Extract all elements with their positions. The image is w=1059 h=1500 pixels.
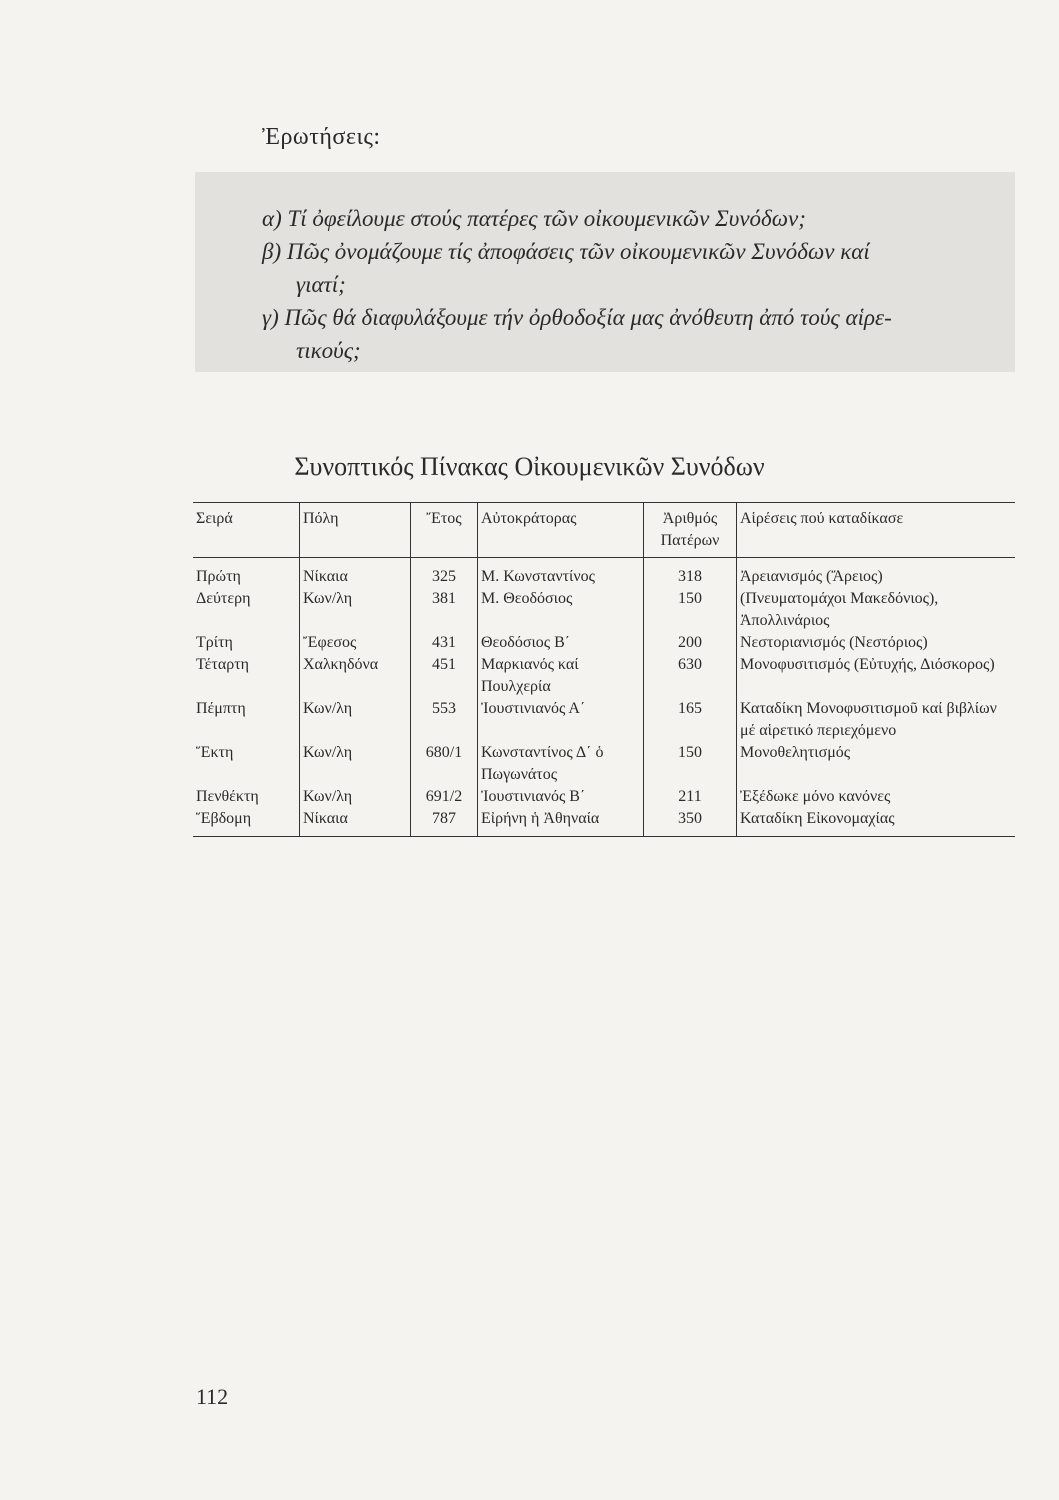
cell-fathers: 350 [644,808,737,837]
question-letter: γ) [262,305,279,330]
cell-fathers: 165 [644,698,737,742]
header-order: Σειρά [196,510,233,527]
question-letter: β) [262,239,282,264]
question-text-continued: τικούς; [296,338,361,363]
cell-heresies: Ἀρειανισμός (Ἄρειος) [737,558,1016,589]
question-a [262,202,1002,235]
cell-heresies: Καταδίκη Εἰκονομαχίας [737,808,1016,837]
cell-emperor: Θεοδόσιος Β΄ [478,632,644,654]
page-number: 112 [196,1384,229,1409]
cell-year: 431 [411,632,478,654]
cell-order: Ἕβδομη [196,810,252,827]
cell-year: 451 [411,654,478,698]
cell-city: Νίκαια [300,808,411,837]
header-year: Ἔτος [411,503,478,558]
table-row [193,786,1015,808]
cell-year: 381 [411,588,478,632]
cell-order: Τρίτη [196,634,233,651]
header-fathers: Ἀριθμός Πατέρων [644,503,737,558]
header-emperor: Αὐτοκράτορας [478,503,644,558]
cell-emperor: Μαρκιανός καί Πουλχερία [478,654,644,698]
cell-emperor: Ἰουστινιανός Α΄ [478,698,644,742]
cell-year: 787 [411,808,478,837]
cell-fathers: 211 [644,786,737,808]
cell-order: Πρώτη [196,568,241,585]
cell-order: Δεύτερη [196,590,251,607]
questions-list [262,202,1002,367]
cell-city: Νίκαια [300,558,411,589]
table-row [193,632,1015,654]
table-row [193,558,1015,589]
councils-table [193,502,1015,837]
cell-year: 680/1 [411,742,478,786]
cell-heresies: Ἐξέδωκε μόνο κανόνες [737,786,1016,808]
cell-order: Πέμπτη [196,700,246,717]
cell-order: Πενθέκτη [196,788,259,805]
header-heresies: Αἱρέσεις πού καταδίκασε [737,503,1016,558]
table-row [193,808,1015,837]
question-c [262,301,1002,367]
cell-year: 691/2 [411,786,478,808]
cell-heresies: (Πνευματομάχοι Μακεδόνιος), Ἀπολλινάριος [737,588,1016,632]
table-row [193,742,1015,786]
cell-city: Κων/λη [300,588,411,632]
question-text: Πῶς ὀνομάζουμε τίς ἀποφάσεις τῶν οἰκουμενικῶν Συνόδων καί [286,239,870,264]
cell-city: Χαλκηδόνα [300,654,411,698]
cell-emperor: Μ. Θεοδόσιος [478,588,644,632]
cell-fathers: 150 [644,742,737,786]
question-text: Τί ὀφείλουμε στούς πατέρες τῶν οἰκουμενικῶν Συνόδων; [287,206,806,231]
question-text: Πῶς θά διαφυλάξουμε τήν ὀρθοδοξία μας ἀνόθευτη ἀπό τούς αἱρε- [284,305,892,330]
cell-city: Κων/λη [300,786,411,808]
cell-heresies: Νεστοριανισμός (Νεστόριος) [737,632,1016,654]
question-b [262,235,1002,301]
cell-fathers: 630 [644,654,737,698]
table-row [193,698,1015,742]
cell-emperor: Ἰουστινιανός Β΄ [478,786,644,808]
cell-emperor: Εἰρήνη ἡ Ἀθηναία [478,808,644,837]
question-letter: α) [262,206,282,231]
cell-emperor: Κωνσταντίνος Δ΄ ὁ Πωγωνάτος [478,742,644,786]
cell-city: Ἔφεσος [300,632,411,654]
question-text-continued: γιατί; [296,272,346,297]
cell-city: Κων/λη [300,742,411,786]
questions-heading: Ἐρωτήσεις: [262,124,381,150]
cell-fathers: 200 [644,632,737,654]
cell-order: Τέταρτη [196,656,249,673]
cell-year: 325 [411,558,478,589]
cell-fathers: 318 [644,558,737,589]
table-title: Συνοπτικός Πίνακας Οἰκουμενικῶν Συνόδων [294,452,765,481]
table-header-row [193,503,1015,558]
cell-city: Κων/λη [300,698,411,742]
cell-heresies: Καταδίκη Μονοφυσιτισμοῦ καί βιβλίων μέ αἱρετικό περιεχόμενο [737,698,1016,742]
cell-order: Ἕκτη [196,744,234,761]
header-city: Πόλη [300,503,411,558]
cell-emperor: Μ. Κωνσταντίνος [478,558,644,589]
table-row [193,654,1015,698]
cell-fathers: 150 [644,588,737,632]
cell-year: 553 [411,698,478,742]
cell-heresies: Μονοθελητισμός [737,742,1016,786]
cell-heresies: Μονοφυσιτισμός (Εὐτυχής, Διόσκορος) [737,654,1016,698]
table-row [193,588,1015,632]
